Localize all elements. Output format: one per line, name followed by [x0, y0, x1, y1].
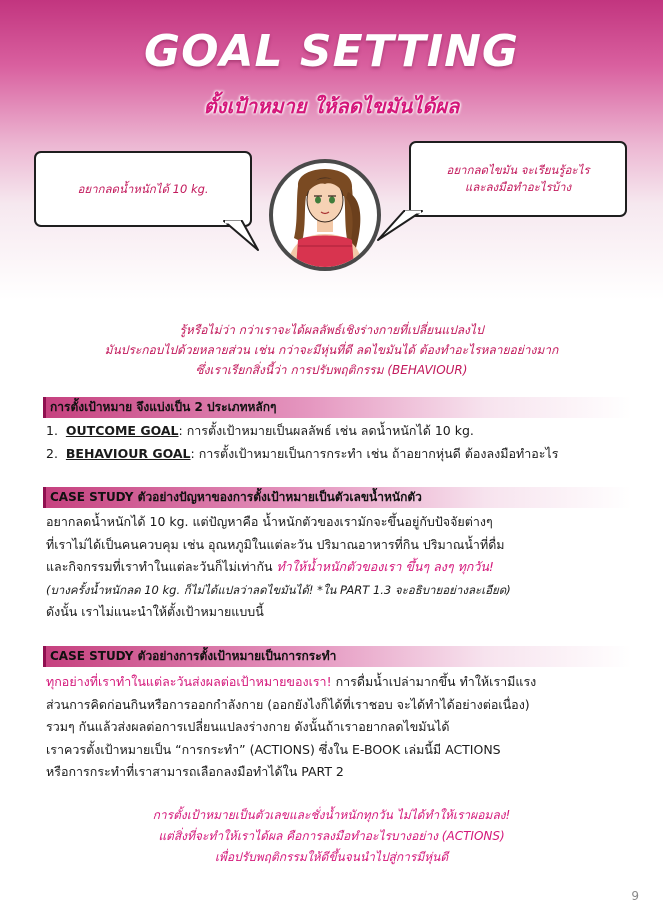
- case-study-2-body: [46, 671, 636, 784]
- goal-types-heading: [43, 397, 632, 418]
- paragraph-line: ส่วนการคิดก่อนกินหรือการออกกำลังกาย (ออกยังไงก็ได้ที่เราชอบ จะได้ทำได้อย่างต่อเนื่อง): [46, 696, 530, 712]
- paragraph-line: ดังนั้น เราไม่แนะนำให้ตั้งเป้าหมายแบบนี้: [46, 604, 264, 619]
- intro-paragraph: [20, 320, 643, 380]
- outcome-goal-description: : การตั้งเป้าหมายเป็นผลลัพธ์ เช่น ลดน้ำหนักได้ 10 kg.: [178, 423, 474, 438]
- goal-types-heading-text: การตั้งเป้าหมาย จึงแบ่งเป็น 2 ประเภทหลักๆ: [50, 400, 277, 414]
- highlight-text: ทุกอย่างที่เราทำในแต่ละวันส่งผลต่อเป้าหมายของเรา!: [46, 674, 332, 689]
- paragraph-text: การดื่มน้ำเปล่ามากขึ้น ทำให้เรามีแรง: [331, 674, 537, 689]
- footnote-line: (บางครั้งน้ำหนักลด 10 kg. ก็ไม่ได้แปลว่าลดไขมันได้! *ใน PART 1.3 จะอธิบายอย่างละเอียด): [46, 582, 511, 597]
- paragraph-line: [46, 556, 636, 579]
- summary-line: เพื่อปรับพฤติกรรมให้ดีขึ้นจนนำไปสู่การมีหุ่นดี: [214, 850, 449, 864]
- summary-line: การตั้งเป้าหมายเป็นตัวเลขและชั่งน้ำหนักทุกวัน ไม่ได้ทำให้เราผอมลง!: [152, 808, 511, 822]
- goal-types-list: [46, 420, 636, 465]
- case-study-1-body: [46, 511, 636, 624]
- list-item-number: 1.: [46, 423, 58, 438]
- case-study-2-title: ตัวอย่างการตั้งเป้าหมายเป็นการกระทำ: [133, 649, 337, 663]
- paragraph-line: หรือการกระทำที่เราสามารถเลือกลงมือทำได้ใน PART 2: [46, 764, 344, 779]
- page-title: GOAL SETTING: [143, 26, 520, 77]
- summary-line: แต่สิ่งที่จะทำให้เราได้ผล คือการลงมือทำอะไรบางอย่าง (ACTIONS): [158, 829, 505, 843]
- speech-bubble-left-tail: [222, 220, 262, 254]
- speech-bubble-right: [409, 141, 627, 217]
- intro-line: รู้หรือไม่ว่า กว่าเราจะได้ผลลัพธ์เชิงร่างกายที่เปลี่ยนแปลงไป: [179, 323, 484, 337]
- list-item: [46, 420, 636, 443]
- speech-bubble-left: [34, 151, 252, 227]
- case-study-1-title: ตัวอย่างปัญหาของการตั้งเป้าหมายเป็นตัวเลขน้ำหนักตัว: [133, 490, 422, 504]
- summary-callout: [20, 805, 643, 868]
- behaviour-goal-description: : การตั้งเป้าหมายเป็นการกระทำ เช่น ถ้าอยากหุ่นดี ต้องลงมือทำอะไร: [190, 445, 559, 461]
- case-study-1-heading: [43, 487, 632, 508]
- case-study-label: CASE STUDY: [50, 649, 134, 663]
- speech-bubble-right-line1: อยากลดไขมัน จะเรียนรู้อะไร: [446, 163, 590, 178]
- highlight-text: ทำให้น้ำหนักตัวของเรา ขึ้นๆ ลงๆ ทุกวัน!: [276, 559, 494, 574]
- paragraph-text: และกิจกรรมที่เราทำในแต่ละวันก็ไม่เท่ากัน: [46, 559, 277, 574]
- paragraph-line: ที่เราไม่ได้เป็นคนควบคุม เช่น อุณหภูมิในแต่ละวัน ปริมาณอาหารที่กิน ปริมาณน้ำที่ดื่ม: [46, 536, 505, 552]
- behaviour-goal-term: BEHAVIOUR GOAL: [65, 445, 191, 461]
- list-item: [46, 443, 636, 466]
- woman-avatar-illustration: [268, 156, 382, 274]
- paragraph-line: อยากลดน้ำหนักได้ 10 kg. แต่ปัญหาคือ น้ำหนักตัวของเรามักจะขึ้นอยู่กับปัจจัยต่างๆ: [46, 514, 493, 529]
- case-study-2-heading: [43, 646, 632, 667]
- speech-bubble-right-line2: และลงมือทำอะไรบ้าง: [464, 180, 572, 194]
- speech-bubble-left-text: อยากลดน้ำหนักได้ 10 kg.: [77, 181, 209, 196]
- page-subtitle: ตั้งเป้าหมาย ให้ลดไขมันได้ผล: [203, 94, 460, 118]
- list-item-number: 2.: [46, 445, 58, 461]
- intro-line: มันประกอบไปด้วยหลายส่วน เช่น กว่าจะมีหุ่นที่ดี ลดไขมันได้ ต้องทำอะไรหลายอย่างมาก: [104, 343, 559, 357]
- outcome-goal-term: OUTCOME GOAL: [65, 423, 179, 438]
- paragraph-line: รวมๆ กันแล้วส่งผลต่อการเปลี่ยนแปลงร่างกาย ดังนั้นถ้าเราอยากลดไขมันได้: [46, 719, 450, 734]
- paragraph-line: [46, 671, 636, 694]
- case-study-label: CASE STUDY: [50, 490, 134, 504]
- paragraph-line: เราควรตั้งเป้าหมายเป็น “การกระทำ” (ACTIONS) ซึ่งใน E-BOOK เล่มนี้มี ACTIONS: [46, 741, 501, 757]
- intro-line: ซึ่งเราเรียกสิ่งนี้ว่า การปรับพฤติกรรม (BEHAVIOUR): [195, 363, 468, 377]
- page-number: 9: [631, 889, 639, 903]
